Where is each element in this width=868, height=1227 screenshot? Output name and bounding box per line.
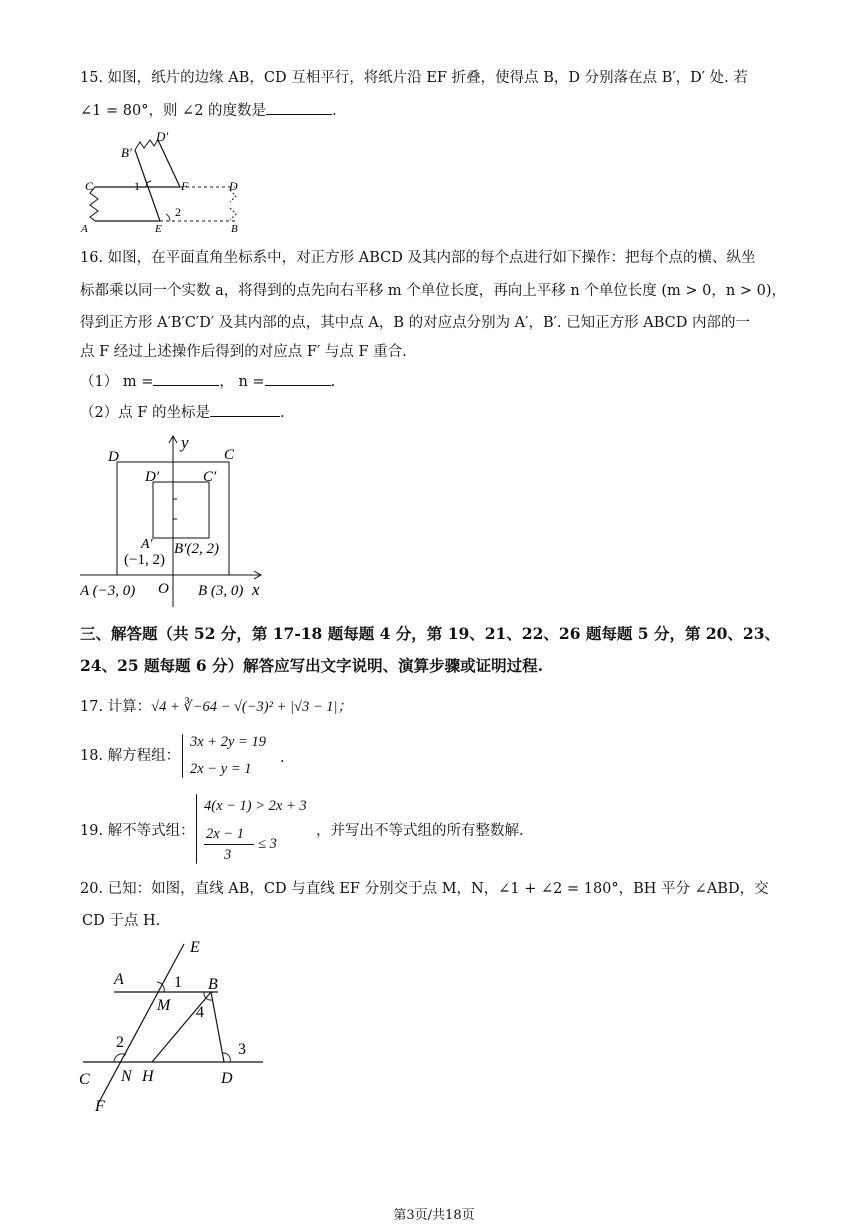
q20-line-1: 20. 已知：如图，直线 AB，CD 与直线 EF 分别交于点 M，N，∠1 + ∠2 = 180°，BH 平分 ∠ABD，交	[80, 881, 769, 897]
q19-brace	[196, 794, 197, 864]
label-D: D	[229, 179, 238, 193]
q18-equation-2: 2x − y = 1	[190, 761, 252, 777]
label-O: O	[158, 581, 169, 597]
label-B-prime: B′	[121, 145, 132, 160]
label-2: 2	[116, 1034, 124, 1051]
answer-blank-F	[210, 402, 280, 417]
sub2-period: .	[280, 405, 285, 421]
label-y: y	[181, 433, 189, 452]
label-3: 3	[238, 1041, 246, 1058]
label-M: M	[157, 997, 171, 1014]
q16-line-2: 标都乘以同一个实数 a，将得到的点先向右平移 m 个单位长度，再向上平移 n 个单位长度 (m > 0，n > 0)，	[80, 283, 786, 299]
label-E: E	[155, 223, 162, 235]
label-B: B (3, 0)	[198, 583, 244, 599]
q15-figure	[80, 128, 255, 236]
answer-blank-m	[153, 371, 219, 386]
label-x: x	[252, 580, 260, 599]
section-3-title-line-1: 三、解答题（共 52 分，第 17-18 题每题 4 分，第 19、21、22、26 题每题 5 分，第 20、23、	[80, 624, 780, 643]
label-4: 4	[196, 1004, 204, 1021]
sub1-n-label: ， n =	[219, 374, 265, 390]
label-N: N	[121, 1068, 132, 1085]
q17	[80, 697, 352, 717]
label-D: D	[108, 449, 119, 465]
section-3-title-line-2: 24、25 题每题 6 分）解答应写出文字说明、演算步骤或证明过程.	[80, 656, 544, 675]
q19-label: 19. 解不等式组：	[80, 823, 195, 839]
q18-label: 18. 解方程组：	[80, 748, 181, 764]
q19-fraction-denominator: 3	[224, 847, 232, 863]
label-E: E	[190, 939, 200, 956]
q15-line-2	[80, 100, 337, 121]
q19-inequality-1: 4(x − 1) > 2x + 3	[204, 798, 307, 814]
q16-line-3: 得到正方形 A′B′C′D′ 及其内部的点，其中点 A，B 的对应点分别为 A′，B′. 已知正方形 ABCD 内部的一	[80, 315, 750, 331]
q19-fraction-numerator: 2x − 1	[206, 826, 244, 842]
label-C-prime: C′	[203, 469, 217, 485]
label-B-prime: B′(2, 2)	[174, 541, 219, 557]
q18-brace	[182, 734, 183, 778]
label-H: H	[142, 1068, 154, 1085]
label-C: C	[79, 1071, 90, 1088]
q15-line-2-text: ∠1 = 80°，则 ∠2 的度数是	[80, 103, 267, 119]
label-F: F	[181, 179, 189, 193]
answer-blank	[266, 100, 332, 115]
q15-line-1: 15. 如图，纸片的边缘 AB，CD 互相平行，将纸片沿 EF 折叠，使得点 B，D 分别落在点 B′，D′ 处. 若	[80, 70, 748, 86]
q18-period: .	[280, 750, 285, 766]
q16-figure	[80, 432, 275, 612]
label-2: 2	[175, 205, 181, 219]
q16-sub-1	[80, 371, 335, 392]
label-1: 1	[134, 179, 140, 193]
label-A: A	[114, 971, 124, 988]
label-F: F	[95, 1098, 105, 1115]
label-D-prime: D′	[156, 129, 169, 144]
label-B: B	[208, 976, 218, 993]
answer-blank-n	[265, 371, 331, 386]
q20-line-2: CD 于点 H.	[82, 913, 161, 929]
label-A-prime: A′	[141, 537, 153, 552]
label-1: 1	[174, 974, 182, 991]
q16-line-4: 点 F 经过上述操作后得到的对应点 F′ 与点 F 重合.	[80, 344, 407, 360]
label-B: B	[231, 223, 238, 235]
q19-inequality-2-relation: ≤ 3	[258, 836, 277, 852]
label-C: C	[85, 179, 94, 193]
q17-label: 17. 计算：	[80, 699, 152, 715]
q16-line-1: 16. 如图，在平面直角坐标系中，对正方形 ABCD 及其内部的每个点进行如下操作：把每个点的横、纵坐	[80, 250, 756, 266]
q19-tail: ，并写出不等式组的所有整数解.	[316, 823, 524, 839]
page-footer: 第3页/共18页	[393, 1208, 475, 1223]
sub2-label: （2）点 F 的坐标是	[80, 405, 211, 421]
q20-figure	[78, 934, 278, 1119]
sub1-m-label: （1） m =	[80, 374, 154, 390]
label-D: D	[221, 1070, 233, 1087]
q18-equation-1: 3x + 2y = 19	[190, 734, 266, 750]
q17-expression: √4 + ∛−64 − √(−3)² + |√3 − 1|；	[151, 699, 352, 715]
q15-period: .	[332, 103, 337, 119]
label-A-prime-coord: (−1, 2)	[124, 552, 165, 568]
sub1-period: .	[330, 374, 336, 390]
label-C: C	[224, 447, 235, 463]
label-A: A	[81, 223, 88, 235]
label-A: A (−3, 0)	[80, 583, 136, 599]
label-D-prime: D′	[145, 469, 160, 485]
q16-sub-2	[80, 402, 285, 423]
